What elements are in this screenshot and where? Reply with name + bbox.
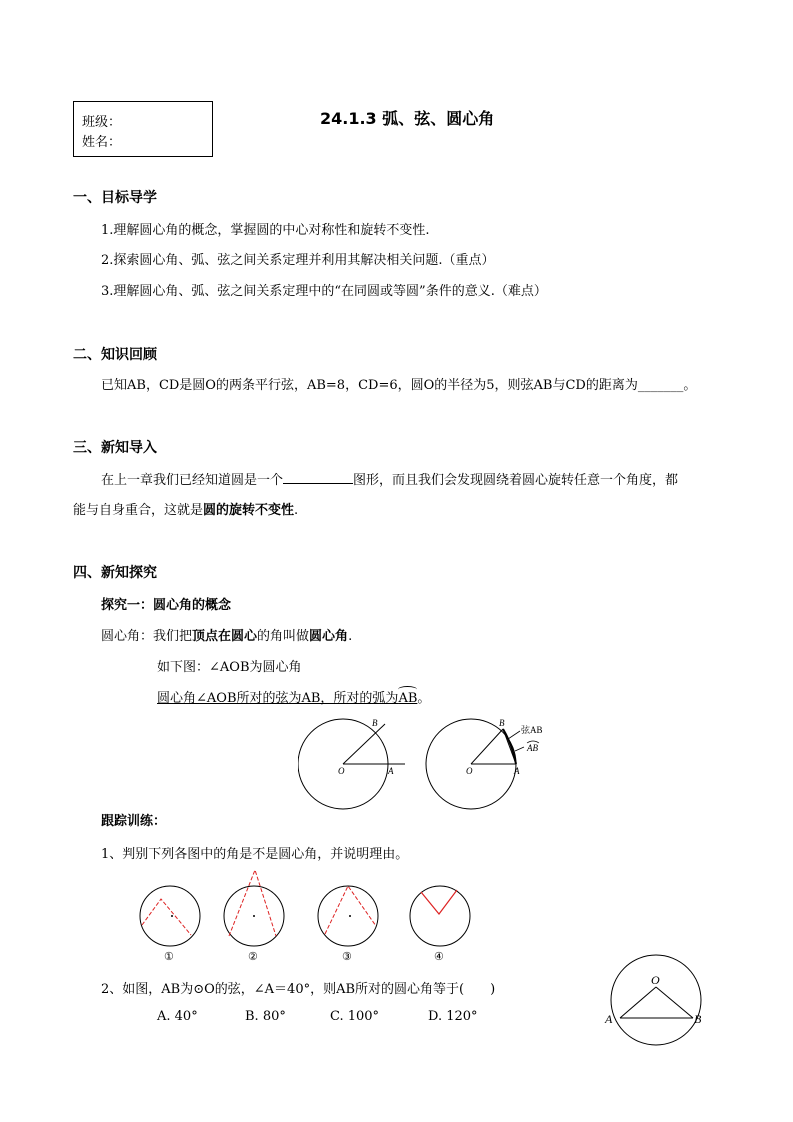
def-text-a: 圆心角：我们把 [101,629,193,644]
radius-ob-1 [343,724,385,764]
label-arc: AB [527,743,538,753]
q1-mark-1: ① [164,951,174,963]
q2-radius-oa [620,987,656,1018]
chord-end: 。 [417,691,431,706]
objective-item: 2.探索圆心角、弧、弦之间关系定理并利用其解决相关问题.（重点） [101,253,495,268]
arc-pointer [515,747,524,751]
q2-option-d[interactable]: D. 120° [428,1009,478,1024]
class-label: 班级： [82,115,122,130]
section1-heading: 一、目标导学 [73,190,157,206]
page-title: 24.1.3 弧、弦、圆心角 [320,109,495,128]
name-label: 姓名： [82,135,122,150]
review-blank: _______ [637,378,684,393]
review-question [101,374,696,393]
section2-heading: 二、知识回顾 [73,347,157,363]
radius-ob-2 [471,729,503,764]
rotation-invariance: 圆的旋转不变性 [203,503,295,518]
label-o-2: O [466,766,473,776]
chord-arc-line [157,687,430,706]
q1-angle-4 [421,890,457,914]
q2-label-b: B [694,1012,702,1026]
q1-mark-4: ④ [434,951,444,963]
question-2: 2、如图，AB为⊙O的弦，∠A＝40°，则AB所对的圆心角等于( ) [101,982,496,997]
q1-circle-3 [318,886,378,946]
section3-heading: 三、新知导入 [73,440,157,456]
q2-radius-ob [656,987,693,1018]
intro-text-a: 在上一章我们已经知道圆是一个 [101,473,284,488]
section4-heading: 四、新知探究 [73,565,157,581]
question-1: 1、判别下列各图中的角是不是圆心角，并说明理由。 [101,847,409,862]
q2-label-a: A [605,1012,613,1026]
def-end: . [348,629,353,644]
definition-line [101,625,352,644]
objective-item: 3.理解圆心角、弧、弦之间关系定理中的“在同圆或等圆”条件的意义.（难点） [101,284,547,299]
q1-center-2 [253,915,255,917]
def-text-b: 的角叫做 [257,629,310,644]
q1-center-1 [171,915,173,917]
q1-mark-3: ③ [342,951,352,963]
def-bold-term: 圆心角 [309,629,349,644]
chord-text: 圆心角∠AOB所对的弦为AB，所对的弧为 [157,691,399,706]
label-chord: 弦AB [521,725,543,735]
explore-title: 探究一：圆心角的概念 [101,598,232,613]
q2-label-o: O [651,973,660,987]
intro-end: . [294,503,299,518]
q1-center-3 [349,915,351,917]
intro-text-b: 图形，而且我们会发现圆绕着圆心旋转任意一个角度，都 [353,473,679,488]
question-1-figures [133,868,503,968]
label-a-2: A [514,766,520,776]
q1-angle-3 [325,886,376,934]
label-o-1: O [338,766,345,776]
q1-circle-4 [410,886,470,946]
intro-blank [283,483,353,484]
q1-mark-2: ② [248,951,258,963]
central-angle-figures [298,714,568,814]
practice-heading: 跟踪训练： [101,814,167,829]
label-a-1: A [388,766,394,776]
q2-option-b[interactable]: B. 80° [245,1009,286,1024]
label-b-2: B [499,718,505,728]
q2-option-a[interactable]: A. 40° [157,1009,198,1024]
q1-circle-1 [140,886,200,946]
q2-option-c[interactable]: C. 100° [330,1009,380,1024]
q2-circle [611,955,701,1045]
example-line: 如下图：∠AOB为圆心角 [157,660,302,675]
review-end: 。 [683,378,697,393]
arc-ab-symbol: AB [398,691,418,706]
intro-line-2 [73,499,298,518]
intro-line-1 [101,469,678,488]
intro-text-c: 能与自身重合，这就是 [73,503,204,518]
q1-angle-1 [142,899,191,935]
chord-pointer [508,731,520,739]
review-text: 已知AB，CD是圆O的两条平行弦，AB=8，CD=6，圆O的半径为5，则弦AB与CD的距离为 [101,378,638,393]
objective-item: 1.理解圆心角的概念，掌握圆的中心对称性和旋转不变性. [101,223,430,238]
label-b-1: B [372,718,378,728]
question-2-figure [602,940,712,1050]
def-bold-vertex: 顶点在圆心 [192,629,258,644]
q1-angle-2 [229,870,276,936]
